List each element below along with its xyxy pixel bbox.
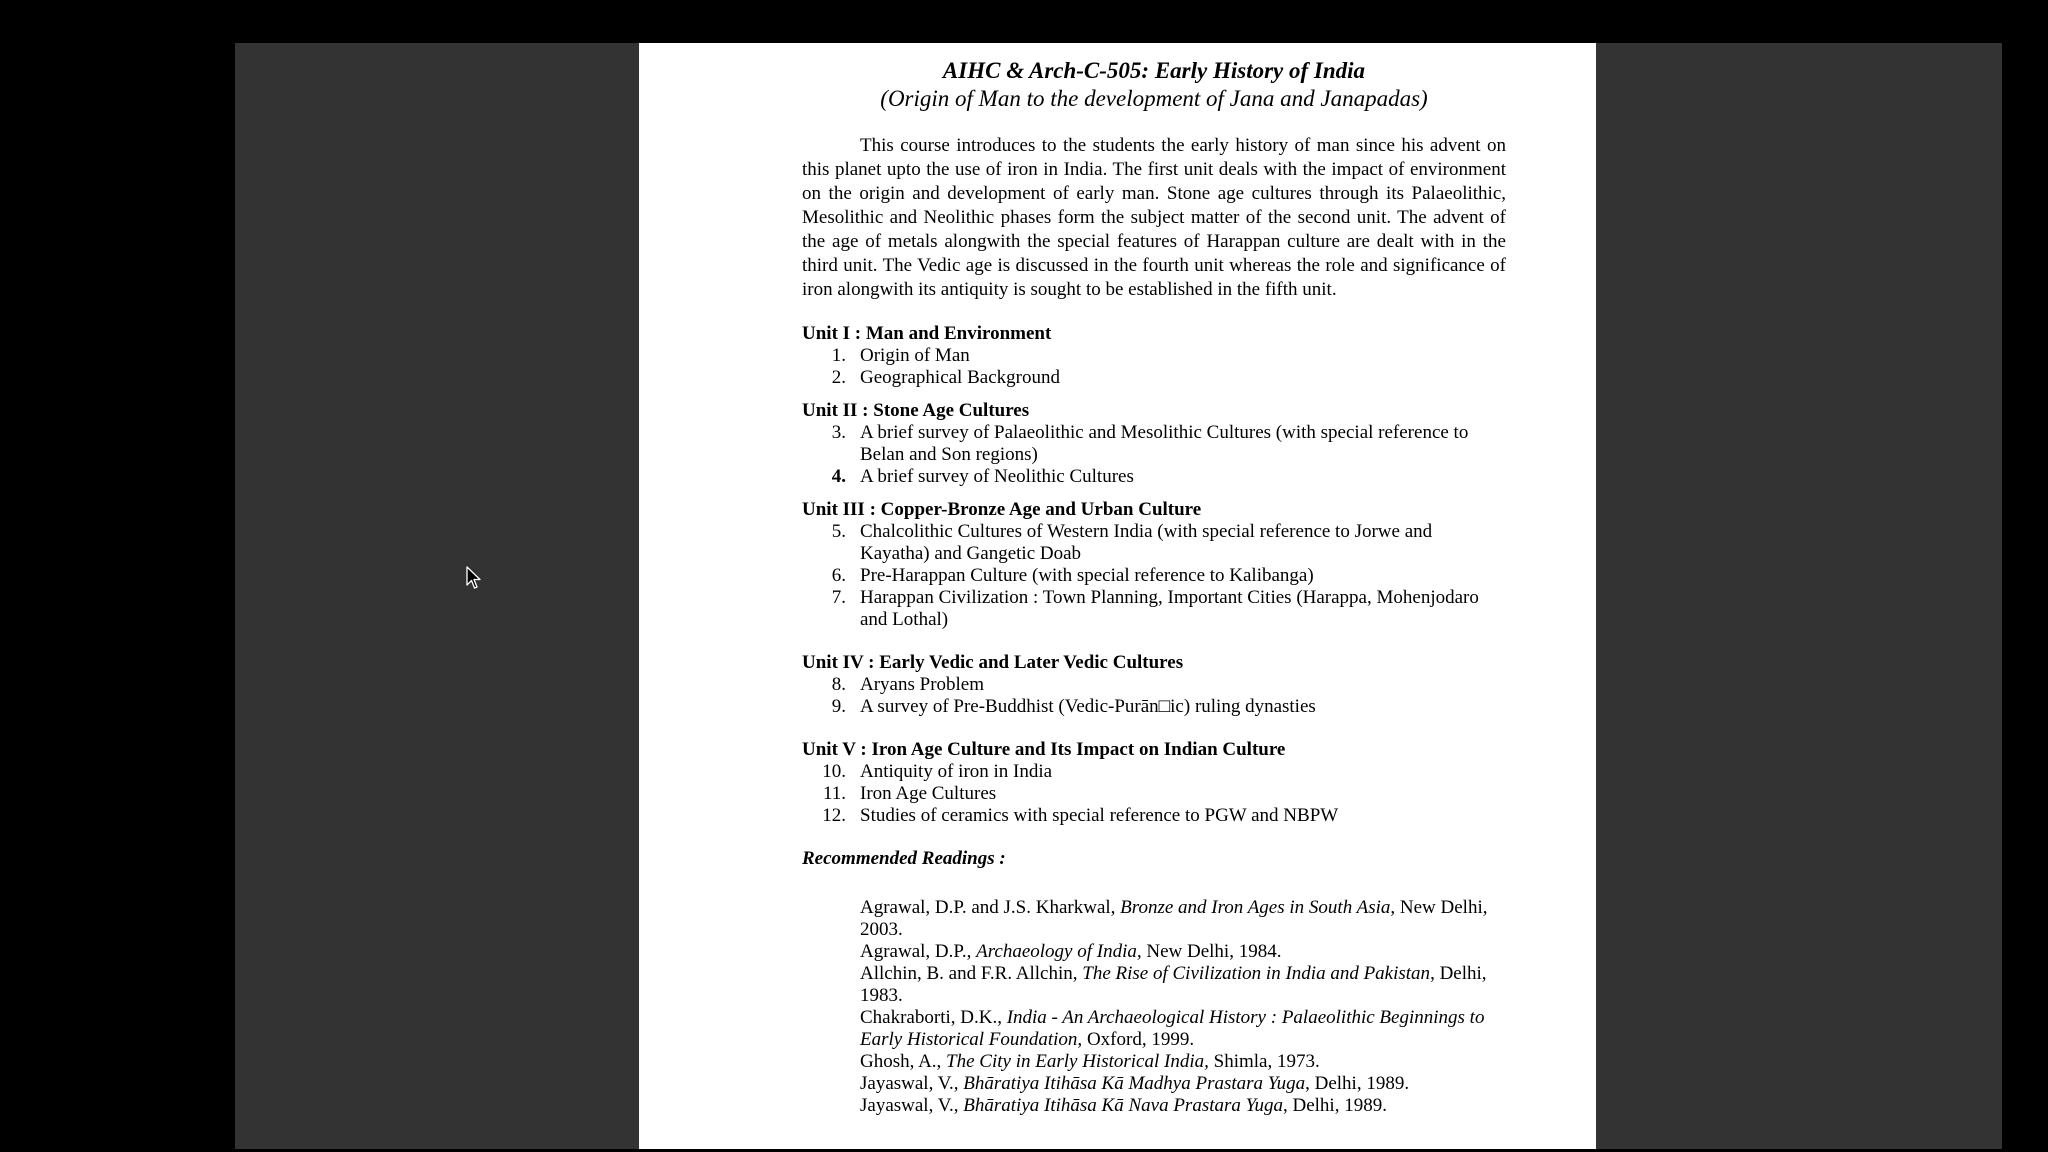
unit-heading: Unit III : Copper-Bronze Age and Urban Culture [802,499,1202,520]
reading-publication: New Delhi, 1984. [1141,941,1282,962]
list-item-text: Pre-Harappan Culture (with special reference to Kalibanga) [860,565,1314,586]
document-page [639,43,1596,1149]
list-item-text: A brief survey of Neolithic Cultures [860,466,1134,487]
unit-heading: Unit II : Stone Age Cultures [802,400,1030,421]
list-item-number: 8. [831,674,846,695]
intro-paragraph: This course introduces to the students the early history of man since his advent on this planet upto the use of iron in India. The first unit deals with the impact of environment on the origin and development of early man. Stone age cultures through its Palaeolithic, Mesolithic and Neolithic phases form the subject matter of the second unit. The advent of the age of metals alongwith the special features of Harappan culture are dealt with in the third unit. The Vedic age is discussed in the fourth unit whereas the role and significance of iron alongwith its antiquity is sought to be established in the fifth unit. [802,135,1506,300]
list-item [802,674,1506,696]
list-item [802,761,1506,783]
reading-title: Bhāratiya Itihāsa Kā Madhya Prastara Yuga [963,1073,1306,1094]
reading-publication: , New Delhi, 2003. [860,897,1488,940]
list-item-text: Chalcolithic Cultures of Western India (with special reference to Jorwe and Kayatha) and Gangetic Doab [860,521,1433,564]
reading-publication: , Delhi, 1989. [1282,1095,1387,1116]
unit-section [802,499,1506,631]
list-item-text: Origin of Man [860,345,970,366]
list-item [802,466,1506,488]
list-item-number: 11. [822,783,846,804]
reading-author: Jayaswal, V., [860,1095,964,1116]
units-list [802,323,1506,827]
page-content [802,57,1506,1117]
reading-author: Allchin, B. and F.R. Allchin, [860,963,1083,984]
list-item-text: Harappan Civilization : Town Planning, Important Cities (Harappa, Mohenjodaro and Lothal) [860,587,1479,630]
reading-publication: Shimla, 1973. [1208,1051,1320,1072]
list-item-text: Geographical Background [860,367,1060,388]
list-item-text: Aryans Problem [860,674,985,695]
reading-entry [860,1095,1506,1117]
list-item-text: Iron Age Cultures [860,783,997,804]
unit-heading: Unit V : Iron Age Culture and Its Impact on Indian Culture [802,739,1286,760]
list-item-number: 4. [831,466,846,487]
list-item-text: A survey of Pre-Buddhist (Vedic-Purān□ic) ruling dynasties [860,696,1316,717]
reading-title: The Rise of Civilization in India and Pakistan [1082,963,1431,984]
reading-publication: , Delhi, 1983. [860,963,1487,1006]
list-item-number: 10. [822,761,846,782]
list-item-text: Studies of ceramics with special reference to PGW and NBPW [860,805,1339,826]
reading-publication: , Delhi, 1989. [1305,1073,1410,1094]
reading-author: Ghosh, A., [860,1051,947,1072]
reading-title: The City in Early Historical India, [946,1051,1209,1072]
reading-title: Archaeology of India, [976,941,1142,962]
list-item-number: 3. [831,422,846,443]
reading-author: Agrawal, D.P. and J.S. Kharkwal, [860,897,1121,918]
list-item [802,587,1506,631]
list-item-number: 1. [831,345,846,366]
reading-publication: Oxford, 1999. [1082,1029,1195,1050]
list-item [802,422,1506,466]
mouse-cursor-icon [466,566,482,590]
list-item [802,783,1506,805]
reading-title: Bhāratiya Itihāsa Kā Nava Prastara Yuga [963,1095,1283,1116]
list-item-number: 6. [831,565,846,586]
list-item [802,521,1506,565]
reading-entry [860,1073,1506,1095]
unit-heading: Unit IV : Early Vedic and Later Vedic Cultures [802,652,1184,673]
reading-entry [860,1007,1506,1051]
list-item-text: A brief survey of Palaeolithic and Mesolithic Cultures (with special reference to Belan and Son regions) [860,422,1469,465]
unit-section [802,652,1506,718]
list-item-number: 7. [831,587,846,608]
unit-section [802,400,1506,488]
reading-entry [860,963,1506,1007]
document-viewer[interactable] [235,43,2002,1149]
reading-entry [860,897,1506,941]
reading-author: Chakraborti, D.K., [860,1007,1007,1028]
unit-section [802,323,1506,389]
list-item [802,696,1506,718]
reading-title: India - An Archaeological History : Palaeolithic Beginnings to Early Historical Foundation, [860,1007,1485,1050]
document-subtitle: (Origin of Man to the development of Jana and Janapadas) [880,86,1428,111]
reading-author: Jayaswal, V., [860,1073,964,1094]
readings-heading: Recommended Readings : [802,848,1006,869]
document-title: AIHC & Arch-C-505: Early History of India [942,58,1366,83]
reading-entry [860,941,1506,963]
list-item-number: 2. [831,367,846,388]
list-item-number: 12. [822,805,846,826]
reading-author: Agrawal, D.P., [860,941,977,962]
reading-entry [860,1051,1506,1073]
list-item-number: 5. [831,521,846,542]
readings-list [802,897,1506,1117]
list-item-number: 9. [831,696,846,717]
unit-heading: Unit I : Man and Environment [802,323,1052,344]
unit-section [802,739,1506,827]
list-item [802,345,1506,367]
reading-title: Bronze and Iron Ages in South Asia [1120,897,1391,918]
list-item [802,565,1506,587]
list-item [802,367,1506,389]
list-item [802,805,1506,827]
list-item-text: Antiquity of iron in India [860,761,1053,782]
